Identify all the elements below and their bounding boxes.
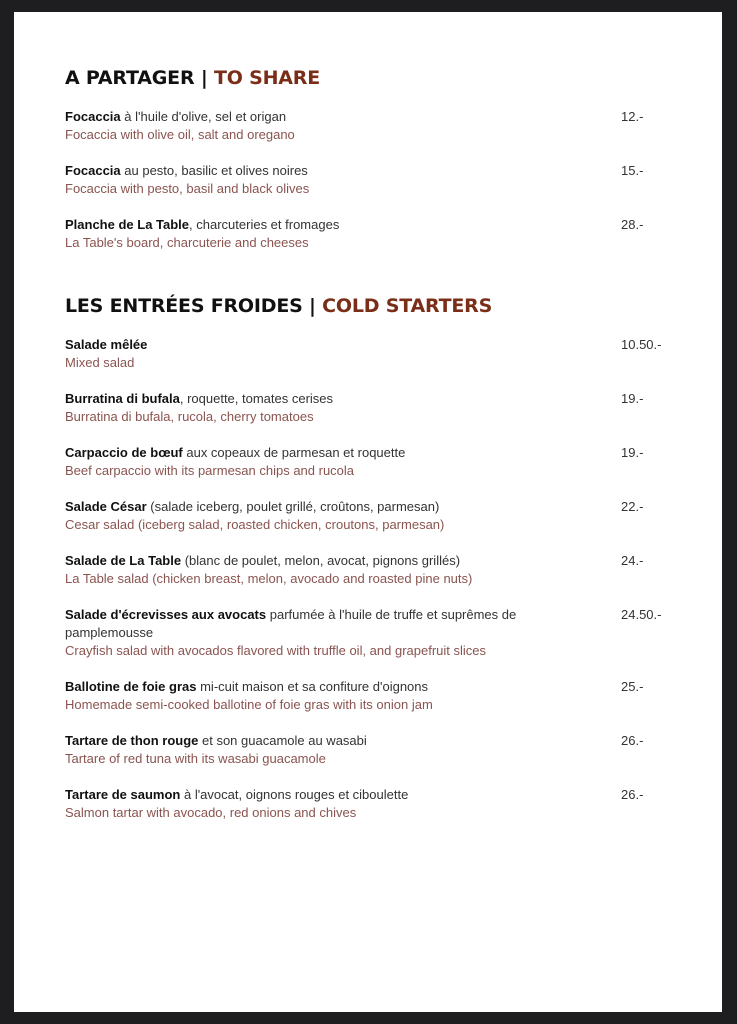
item-name: Carpaccio de bœuf — [65, 445, 183, 460]
item-name: Ballotine de foie gras — [65, 679, 197, 694]
menu-item — [65, 732, 685, 768]
item-desc-en: Crayfish salad with avocados flavored with truffle oil, and grapefruit slices — [65, 643, 487, 658]
item-desc-fr: (salade iceberg, poulet grillé, croûtons, parmesan) — [146, 499, 440, 514]
menu-page — [14, 12, 722, 1012]
menu-item — [65, 336, 685, 372]
item-french — [65, 336, 545, 354]
item-desc-en: Mixed salad — [65, 355, 135, 370]
item-name: Planche de La Table — [65, 217, 190, 232]
item-french — [65, 498, 545, 516]
item-name: Salade mêlée — [65, 337, 148, 352]
item-desc-fr: à l'avocat, oignons rouges et ciboulette — [180, 787, 409, 802]
item-desc-fr: aux copeaux de parmesan et roquette — [182, 445, 406, 460]
menu-item — [65, 552, 685, 588]
item-name: Burratina di bufala — [65, 391, 180, 406]
item-desc-en: Focaccia with olive oil, salt and oregano — [65, 127, 295, 142]
item-desc-en: Focaccia with pesto, basil and black olives — [65, 181, 310, 196]
item-desc-fr: parfumée à l'huile de truffe et suprêmes de pamplemousse — [65, 607, 517, 640]
item-french — [65, 732, 545, 750]
item-price: 12.- — [621, 109, 644, 124]
item-price: 19.- — [621, 445, 644, 460]
item-french — [65, 786, 545, 804]
item-desc-fr: au pesto, basilic et olives noires — [120, 163, 308, 178]
menu-item — [65, 498, 685, 534]
item-desc-en: La Table salad (chicken breast, melon, avocado and roasted pine nuts) — [65, 571, 473, 586]
item-french — [65, 216, 545, 234]
section-title-fr: A PARTAGER — [65, 67, 195, 89]
item-price: 24.- — [621, 553, 644, 568]
section-title — [65, 294, 685, 318]
item-price: 15.- — [621, 163, 644, 178]
item-name: Salade d'écrevisses aux avocats — [65, 607, 267, 622]
menu-item — [65, 444, 685, 480]
section-title-en: COLD STARTERS — [322, 295, 493, 317]
menu-item — [65, 606, 685, 660]
item-french — [65, 444, 545, 462]
item-price: 10.50.- — [621, 337, 662, 352]
item-french — [65, 162, 545, 180]
item-name: Focaccia — [65, 163, 121, 178]
item-price: 24.50.- — [621, 607, 662, 622]
item-french — [65, 552, 545, 570]
item-desc-fr: et son guacamole au wasabi — [198, 733, 367, 748]
menu-item — [65, 216, 685, 252]
title-separator: | — [200, 67, 208, 89]
item-desc-en: La Table's board, charcuterie and cheeses — [65, 235, 309, 250]
item-desc-en: Tartare of red tuna with its wasabi guacamole — [65, 751, 326, 766]
menu-section — [65, 294, 685, 822]
item-french — [65, 108, 545, 126]
item-desc-en: Cesar salad (iceberg salad, roasted chicken, croutons, parmesan) — [65, 517, 445, 532]
menu-item — [65, 786, 685, 822]
menu-item — [65, 678, 685, 714]
item-desc-fr: , roquette, tomates cerises — [179, 391, 334, 406]
item-name: Tartare de thon rouge — [65, 733, 199, 748]
item-desc-fr: , charcuteries et fromages — [189, 217, 340, 232]
item-desc-fr: à l'huile d'olive, sel et origan — [120, 109, 287, 124]
item-name: Salade César — [65, 499, 147, 514]
item-french — [65, 390, 545, 408]
item-price: 22.- — [621, 499, 644, 514]
item-name: Salade de La Table — [65, 553, 182, 568]
section-title-fr: LES ENTRÉES FROIDES — [65, 295, 303, 317]
item-french — [65, 606, 545, 642]
item-price: 19.- — [621, 391, 644, 406]
item-price: 25.- — [621, 679, 644, 694]
menu-item — [65, 108, 685, 144]
item-name: Focaccia — [65, 109, 121, 124]
item-desc-en: Burratina di bufala, rucola, cherry tomatoes — [65, 409, 314, 424]
item-name: Tartare de saumon — [65, 787, 181, 802]
title-separator: | — [309, 295, 316, 317]
item-price: 28.- — [621, 217, 644, 232]
section-title-en: TO SHARE — [213, 67, 321, 89]
item-desc-en: Salmon tartar with avocado, red onions and chives — [65, 805, 357, 820]
menu-item — [65, 390, 685, 426]
item-price: 26.- — [621, 733, 644, 748]
item-desc-en: Beef carpaccio with its parmesan chips and rucola — [65, 463, 355, 478]
menu-content — [65, 66, 685, 840]
item-desc-fr: mi-cuit maison et sa confiture d'oignons — [196, 679, 429, 694]
item-french — [65, 678, 545, 696]
section-title — [65, 66, 685, 90]
menu-section — [65, 66, 685, 252]
item-price: 26.- — [621, 787, 644, 802]
menu-item — [65, 162, 685, 198]
item-desc-fr: (blanc de poulet, melon, avocat, pignons grillés) — [181, 553, 461, 568]
item-desc-en: Homemade semi-cooked ballotine of foie gras with its onion jam — [65, 697, 433, 712]
